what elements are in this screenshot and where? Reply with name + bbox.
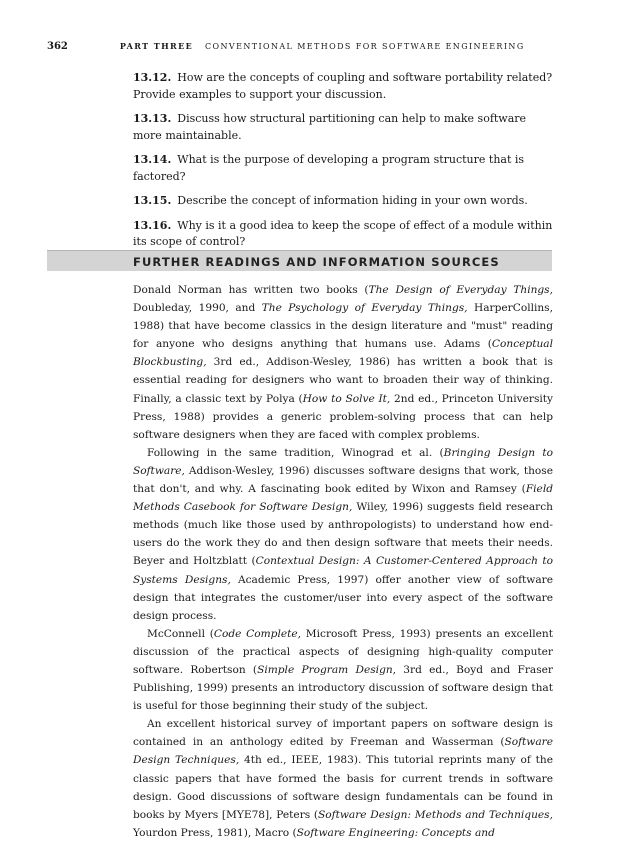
- text-run: , 3rd ed., Boyd and Fraser Publishing, 1999) presents an introductory discussion of software design that is useful for those beginning their study of the subject.: [133, 663, 553, 713]
- book-title: The Design of Everyday Things,: [368, 284, 553, 296]
- paragraph: [133, 281, 553, 444]
- book-title: Simple Program Design: [257, 663, 393, 676]
- text-run: 4th ed., IEEE, 1983). This tutorial reprints many of the classic papers that have formed the basis for current trends in software design. Good discussions of software design fundamentals can be found in books by Myers [MYE78], Peters (: [133, 754, 553, 821]
- section-title: FURTHER READINGS AND INFORMATION SOURCES: [133, 255, 500, 269]
- text-run: 3rd ed., Addison-Wesley, 1986) has written a book that is essential reading for designers who want to broaden their way of thinking. Finally, a classic text by Polya (: [133, 356, 553, 405]
- question-text: Discuss how structural partitioning can help to make software more maintainable.: [133, 112, 527, 142]
- book-title: Software Engineering: Concepts and: [296, 826, 495, 839]
- text-run: Yourdon Press, 1981), Macro (: [133, 826, 297, 839]
- text-run: Following in the same tradition, Winograd et al. (: [147, 446, 444, 459]
- book-title: Code Complete,: [213, 627, 302, 640]
- text-run: Academic Press, 1997) offer another view of software design that integrates the customer/user into every aspect of the software design process.: [133, 573, 553, 622]
- text-run: Addison-Wesley, 1996) discusses software designs that work, those that don't, and why. A fascinating book edited by Wixon and Ramsey (: [133, 464, 553, 496]
- question-number: 13.13.: [133, 112, 172, 125]
- paragraph: [133, 715, 553, 842]
- book-title: The Psychology of Everyday Things,: [261, 302, 468, 315]
- text-run: An excellent historical survey of important papers on software design is contained in an anthology edited by Freeman and Wasserman (: [133, 718, 553, 749]
- page-number: 362: [47, 41, 68, 52]
- paragraph: [133, 625, 553, 715]
- question-text: How are the concepts of coupling and software portability related? Provide examples to support your discussion.: [133, 71, 553, 101]
- part-label: PART THREE: [119, 41, 194, 51]
- section-heading-bar: [47, 250, 552, 271]
- further-readings-body: [133, 281, 553, 842]
- text-run: 2nd ed., Princeton University Press, 1988) provides a generic problem-solving process that can help software designers when they are faced with complex problems.: [133, 392, 554, 441]
- book-title: Software Design Techniques,: [133, 736, 553, 767]
- question-item: [133, 152, 553, 185]
- question-text: Describe the concept of information hiding in your own words.: [177, 194, 528, 207]
- book-title: Conceptual Blockbusting,: [133, 338, 553, 369]
- running-title: CONVENTIONAL METHODS FOR SOFTWARE ENGINEERING: [205, 42, 525, 51]
- question-number: 13.16.: [133, 218, 172, 232]
- question-item: [133, 218, 553, 251]
- text-run: Doubleday, 1990, and: [133, 302, 262, 315]
- review-questions: [133, 70, 553, 259]
- text-run: McConnell (: [147, 627, 214, 640]
- book-title: How to Solve It,: [302, 392, 391, 405]
- page-header: [47, 41, 590, 52]
- question-item: [133, 111, 553, 144]
- book-title: Field Methods Casebook for Software Design,: [133, 483, 553, 514]
- question-number: 13.14.: [133, 153, 172, 166]
- question-text: Why is it a good idea to keep the scope of effect of a module within its scope of control?: [133, 218, 553, 248]
- text-run: Microsoft Press, 1993) presents an excellent discussion of the practical aspects of designing high-quality computer software. Robertson (: [133, 627, 553, 676]
- text-run: HarperCollins, 1988) that have become classics in the design literature and "must" reading for anyone who designs anything that humans use. Adams (: [133, 302, 553, 351]
- text-run: Donald Norman has written two books (: [133, 284, 369, 296]
- question-item: [133, 70, 553, 103]
- question-text: What is the purpose of developing a program structure that is factored?: [133, 153, 525, 183]
- book-title: Contextual Design: A Customer-Centered Approach to Systems Designs,: [133, 555, 553, 586]
- question-number: 13.12.: [133, 71, 172, 84]
- question-number: 13.15.: [133, 194, 172, 207]
- book-title: Bringing Design to Software,: [133, 446, 553, 477]
- paragraph: [133, 444, 553, 625]
- question-item: [133, 193, 553, 210]
- text-run: Wiley, 1996) suggests field research methods (much like those used by anthropologists) to understand how end-users do the work they do and then design software that meets their needs. Beyer and Holtzblatt (: [133, 501, 553, 568]
- book-title: Software Design: Methods and Techniques,: [318, 808, 553, 821]
